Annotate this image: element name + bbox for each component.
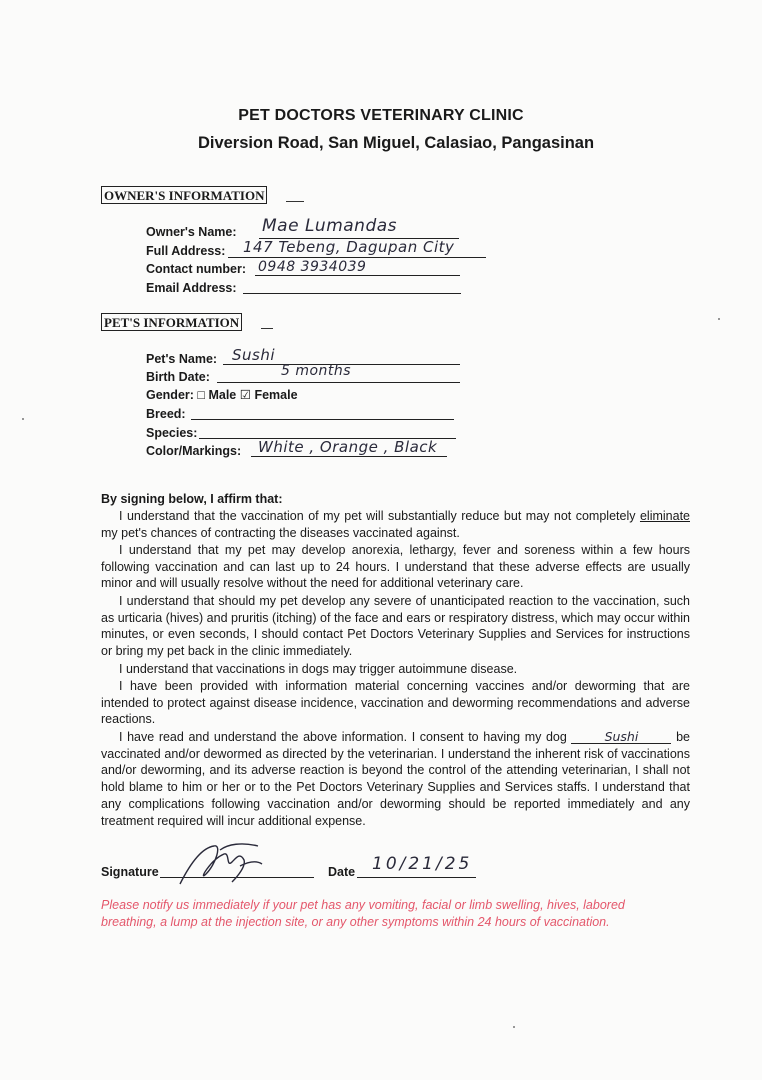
male-checkbox[interactable]: □ [197, 388, 205, 402]
owner-name-value[interactable]: Mae Lumandas [262, 216, 398, 236]
contact-number-value[interactable]: 0948 3934039 [258, 259, 367, 275]
section-rule [261, 328, 273, 329]
scan-speck [22, 418, 24, 420]
female-label: Female [254, 388, 298, 402]
breed-label: Breed: [146, 407, 186, 421]
affirmation-paragraph: I understand that my pet may develop anorexia, lethargy, fever and soreness within a few hours following vaccination and can last up to 24 hours. I understand that these adverse effects are usually minor and will usually resolve without the need for additional veterinary care. [101, 543, 690, 591]
affirmation-paragraph: I have been provided with information material concerning vaccines and/or deworming that are intended to protect against disease incidence, vaccination and deworming recommendations and adverse reactions. [101, 679, 690, 727]
signature-scribble[interactable] [170, 838, 270, 890]
date-line [357, 877, 476, 878]
species-label: Species: [146, 426, 198, 440]
clinic-address: Diversion Road, San Miguel, Calasiao, Pangasinan [197, 134, 595, 152]
notice-text: Please notify us immediately if your pet has any vomiting, facial or limb swelling, hives, labored breathing, a lump at the injection site, or any other symptoms within 24 hours of vaccination. [101, 898, 625, 929]
clinic-name: PET DOCTORS VETERINARY CLINIC [238, 107, 524, 124]
male-label: Male [208, 388, 237, 402]
date-value[interactable]: 10/21/25 [372, 854, 473, 874]
birth-date-label: Birth Date: [146, 370, 210, 384]
scan-speck [718, 318, 720, 320]
section-rule [286, 201, 304, 202]
pet-name-value[interactable]: Sushi [232, 346, 276, 364]
birth-date-line [217, 382, 460, 383]
color-markings-line [251, 456, 447, 457]
gender-label: Gender: [146, 388, 194, 402]
owner-name-label: Owner's Name: [146, 225, 237, 239]
signature-label: Signature [101, 865, 159, 879]
affirmation-paragraph: I understand that should my pet develop any severe of unanticipated reaction to the vaccination, such as urticaria (hives) and pruritis (itching) of the face and ears or respiratory distress, which may occur within minutes, or even seconds, I should contact Pet Doctors Veterinary Supplies and Services for instructions or bring my pet back in the clinic immediately. [101, 594, 690, 659]
scan-speck [513, 1026, 515, 1028]
female-checkbox[interactable]: ☑ [239, 388, 251, 402]
contact-number-label: Contact number: [146, 262, 246, 276]
date-label: Date [328, 865, 356, 879]
breed-line [191, 419, 454, 420]
email-address-label: Email Address: [146, 281, 237, 295]
consent-paragraph: I have read and understand the above information. I consent to having my dog Sushi be vaccinated and/or dewormed as directed by the veterinarian. I understand the inherent risk of vaccinations and/or deworming, and its adverse reaction is beyond the control of the attending veterinarian, I shall not hold blame to him or her or to the Pet Doctors Veterinary Supplies and Services staffs. I understand that any complications following vaccination and/or deworming should be reported immediately and any treatment required will incur additional expense. [101, 729, 690, 828]
color-markings-value[interactable]: White , Orange , Black [258, 438, 438, 456]
consent-dog-name[interactable]: Sushi [571, 730, 671, 744]
underlined-word: eliminate [639, 509, 690, 523]
pet-section-title: PET'S INFORMATION [101, 313, 242, 331]
full-address-value[interactable]: 147 Tebeng, Dagupan City [243, 238, 455, 256]
owner-section-title: OWNER'S INFORMATION [101, 186, 267, 204]
pet-name-label: Pet's Name: [146, 352, 218, 366]
affirmation-paragraph: I understand that the vaccination of my pet will substantially reduce but may not completely eliminate my pet's chances of contracting the diseases vaccinated against. [101, 509, 690, 540]
affirmation-paragraph: I understand that vaccinations in dogs may trigger autoimmune disease. [119, 662, 518, 676]
gender-row [146, 387, 298, 403]
birth-date-value[interactable]: 5 months [281, 363, 352, 379]
affirmation-heading: By signing below, I affirm that: [101, 492, 283, 506]
full-address-line [228, 257, 486, 258]
color-markings-label: Color/Markings: [146, 444, 242, 458]
email-address-line [243, 293, 461, 294]
full-address-label: Full Address: [146, 244, 226, 258]
contact-number-line [255, 275, 460, 276]
